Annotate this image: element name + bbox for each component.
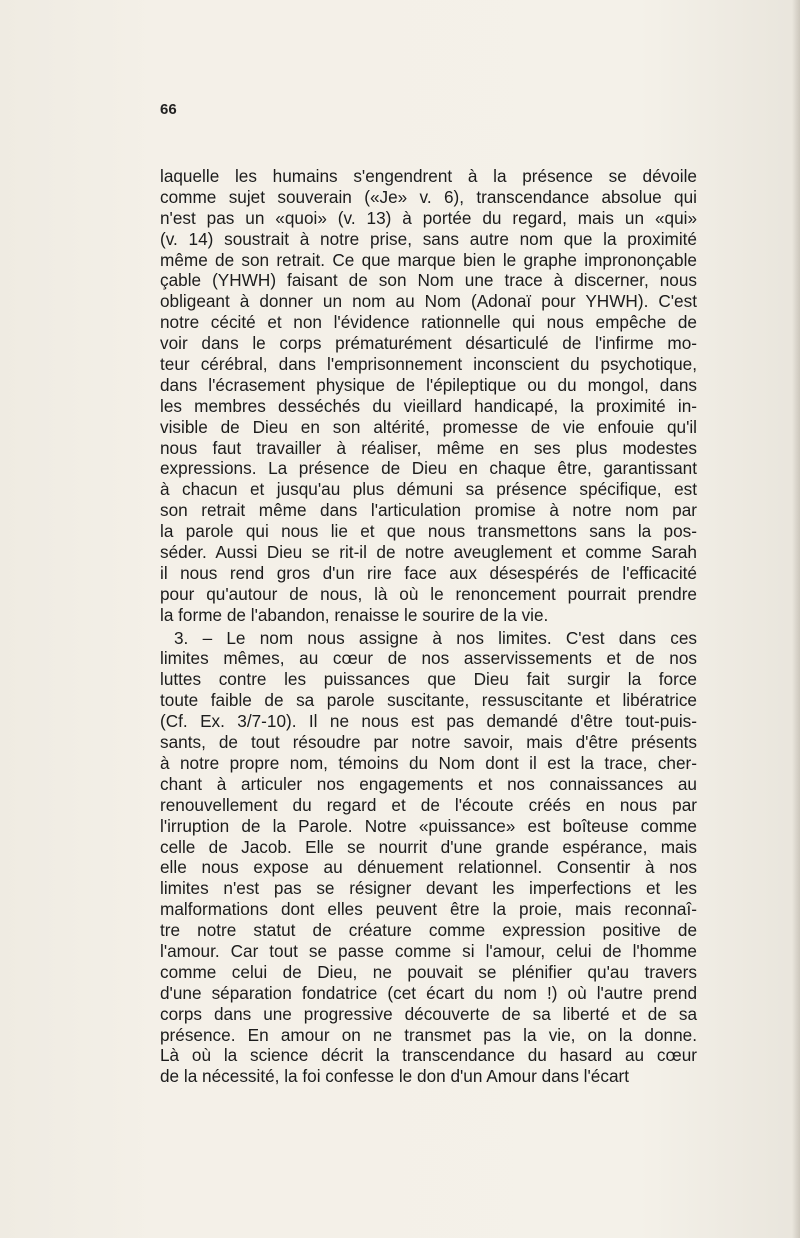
text-line: dans l'écrasement physique de l'épileptique ou du mongol, dans bbox=[160, 374, 697, 395]
text-line: n'est pas un «quoi» (v. 13) à portée du regard, mais un «qui» bbox=[160, 207, 697, 228]
text-line: les membres desséchés du vieillard handicapé, la proximité in- bbox=[160, 395, 697, 416]
page-edge-shadow bbox=[792, 0, 800, 1238]
text-line: l'irruption de la Parole. Notre «puissance» est boîteuse comme bbox=[160, 815, 697, 836]
text-line: (Cf. Ex. 3/7-10). Il ne nous est pas demandé d'être tout-puis- bbox=[160, 711, 697, 732]
text-line: limites n'est pas se résigner devant les imperfections et les bbox=[160, 878, 697, 899]
text-line: visible de Dieu en son altérité, promesse de vie enfouie qu'il bbox=[160, 416, 697, 437]
text-line: même de son retrait. Ce que marque bien le graphe imprononçable bbox=[160, 249, 697, 270]
text-line: comme sujet souverain («Je» v. 6), transcendance absolue qui bbox=[160, 186, 697, 207]
text-line: son retrait même dans l'articulation promise à notre nom par bbox=[160, 500, 697, 521]
text-line: d'une séparation fondatrice (cet écart du nom !) où l'autre prend bbox=[160, 982, 697, 1003]
text-line: présence. En amour on ne transmet pas la vie, on la donne. bbox=[160, 1024, 697, 1045]
text-line: pour qu'autour de nous, là où le renoncement pourrait prendre bbox=[160, 583, 697, 604]
text-line: corps dans une progressive découverte de sa liberté et de sa bbox=[160, 1003, 697, 1024]
text-line: la parole qui nous lie et que nous transmettons sans la pos- bbox=[160, 521, 697, 542]
text-line: notre cécité et non l'évidence rationnelle qui nous empêche de bbox=[160, 312, 697, 333]
text-line: 3. – Le nom nous assigne à nos limites. C'est dans ces bbox=[174, 627, 697, 648]
text-line: çable (YHWH) faisant de son Nom une trace à discerner, nous bbox=[160, 270, 697, 291]
text-line: celle de Jacob. Elle se nourrit d'une grande espérance, mais bbox=[160, 836, 697, 857]
text-line: chant à articuler nos engagements et nos connaissances au bbox=[160, 773, 697, 794]
paragraph-2 bbox=[160, 628, 697, 1088]
text-line: nous faut travailler à réaliser, même en ses plus modestes bbox=[160, 437, 697, 458]
text-line: teur cérébral, dans l'emprisonnement inconscient du psychotique, bbox=[160, 354, 697, 375]
text-line: séder. Aussi Dieu se rit-il de notre aveuglement et comme Sarah bbox=[160, 542, 697, 563]
paragraph-1 bbox=[160, 166, 697, 626]
text-line: à chacun et jusqu'au plus démuni sa présence spécifique, est bbox=[160, 479, 697, 500]
text-line: renouvellement du regard et de l'écoute créés en nous par bbox=[160, 794, 697, 815]
text-line: elle nous expose au dénuement relationnel. Consentir à nos bbox=[160, 857, 697, 878]
text-line: (v. 14) soustrait à notre prise, sans autre nom que la proximité bbox=[160, 228, 697, 249]
text-line: obligeant à donner un nom au Nom (Adonaï pour YHWH). C'est bbox=[160, 291, 697, 312]
text-line: laquelle les humains s'engendrent à la présence se dévoile bbox=[160, 166, 697, 186]
text-line: il nous rend gros d'un rire face aux désespérés de l'efficacité bbox=[160, 562, 697, 583]
body-text bbox=[160, 166, 697, 1087]
text-line: Là où la science décrit la transcendance du hasard au cœur bbox=[160, 1045, 697, 1066]
text-line: à notre propre nom, témoins du Nom dont il est la trace, cher- bbox=[160, 752, 697, 773]
text-line: sants, de tout résoudre par notre savoir, mais d'être présents bbox=[160, 732, 697, 753]
text-line: expressions. La présence de Dieu en chaque être, garantissant bbox=[160, 458, 697, 479]
text-line: voir dans le corps prématurément désarticulé de l'infirme mo- bbox=[160, 333, 697, 354]
page-number: 66 bbox=[160, 101, 177, 118]
text-line: de la nécessité, la foi confesse le don d'un Amour dans l'écart bbox=[160, 1066, 629, 1087]
text-line: limites mêmes, au cœur de nos asservissements et de nos bbox=[160, 648, 697, 669]
text-line: la forme de l'abandon, renaisse le sourire de la vie. bbox=[160, 604, 549, 625]
text-line: toute faible de sa parole suscitante, ressuscitante et libératrice bbox=[160, 690, 697, 711]
text-line: tre notre statut de créature comme expression positive de bbox=[160, 920, 697, 941]
text-line: l'amour. Car tout se passe comme si l'amour, celui de l'homme bbox=[160, 940, 697, 961]
text-line: luttes contre les puissances que Dieu fait surgir la force bbox=[160, 669, 697, 690]
text-line: comme celui de Dieu, ne pouvait se plénifier qu'au travers bbox=[160, 961, 697, 982]
text-line: malformations dont elles peuvent être la proie, mais reconnaî- bbox=[160, 899, 697, 920]
